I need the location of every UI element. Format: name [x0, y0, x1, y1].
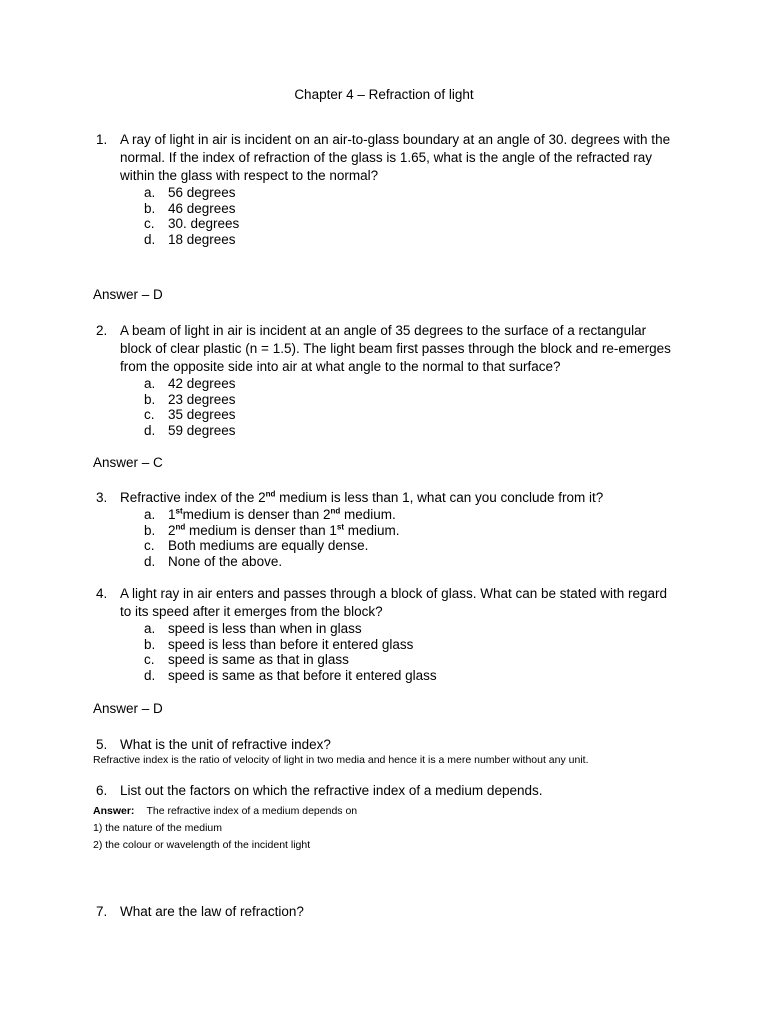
answer-1: Answer – D [93, 287, 163, 302]
question-number: 4. [96, 586, 108, 601]
option-c: c. speed is same as that in glass [144, 652, 349, 667]
question-number: 5. [96, 737, 108, 752]
answer-text: The refractive index of a medium depends on [146, 805, 358, 817]
option-list [144, 376, 671, 438]
answer-4: Answer – D [93, 701, 163, 716]
option-b: b. 2nd medium is denser than 1st medium. [144, 522, 400, 538]
explanation-5: Refractive index is the ratio of velocity of light in two media and hence it is a mere number without any unit. [93, 754, 589, 766]
option-c: c. Both mediums are equally dense. [144, 538, 369, 553]
answer-label: Answer: [93, 805, 135, 817]
answer-point: 1) the nature of the medium [93, 822, 222, 834]
option-d: d. None of the above. [144, 553, 283, 569]
answer-6 [93, 803, 357, 854]
option-list [144, 621, 671, 683]
answer-2: Answer – C [93, 455, 163, 470]
question-number: 6. [96, 783, 108, 798]
option-c: c. 35 degrees [144, 407, 236, 422]
option-list [144, 507, 671, 569]
question-number: 3. [96, 490, 108, 505]
option-a: a. 42 degrees [144, 376, 236, 391]
question-stem: What is the unit of refractive index? [120, 737, 331, 752]
option-c: c. 30. degrees [144, 216, 240, 231]
question-stem: A ray of light in air is incident on an air-to-glass boundary at an angle of 30. degrees with the normal. If the index of refraction of the glass is 1.65, what is the angle of the refracted ray within the glass with respect to the normal? [120, 132, 671, 183]
question-3 [96, 489, 671, 569]
option-a: a. 1stmedium is denser than 2nd medium. [144, 506, 396, 522]
question-stem: What are the law of refraction? [120, 904, 304, 919]
option-b: b. speed is less than before it entered glass [144, 636, 414, 652]
option-b: b. 23 degrees [144, 391, 236, 407]
question-4 [96, 585, 671, 683]
option-b: b. 46 degrees [144, 200, 236, 216]
question-number: 2. [96, 323, 108, 338]
option-list [144, 185, 671, 247]
question-number: 1. [96, 132, 108, 147]
option-a: a. speed is less than when in glass [144, 621, 362, 636]
page-title: Chapter 4 – Refraction of light [294, 87, 474, 102]
question-7 [96, 903, 671, 921]
option-d: d. 59 degrees [144, 422, 236, 438]
option-d: d. 18 degrees [144, 231, 236, 247]
question-1 [96, 131, 671, 247]
question-number: 7. [96, 904, 108, 919]
question-2 [96, 322, 671, 438]
question-6 [96, 782, 671, 800]
question-stem: Refractive index of the 2nd medium is less than 1, what can you conclude from it? [120, 489, 604, 505]
option-d: d. speed is same as that before it entered glass [144, 667, 437, 683]
question-stem: A beam of light in air is incident at an angle of 35 degrees to the surface of a rectangular block of clear plastic (n = 1.5). The light beam first passes through the block and re-emerges from the opposite side into air at what angle to the normal to that surface? [120, 323, 671, 374]
option-a: a. 56 degrees [144, 185, 236, 200]
answer-point: 2) the colour or wavelength of the incident light [93, 839, 311, 851]
question-stem: List out the factors on which the refractive index of a medium depends. [120, 783, 543, 798]
question-stem: A light ray in air enters and passes through a block of glass. What can be stated with regard to its speed after it emerges from the block? [120, 586, 668, 619]
